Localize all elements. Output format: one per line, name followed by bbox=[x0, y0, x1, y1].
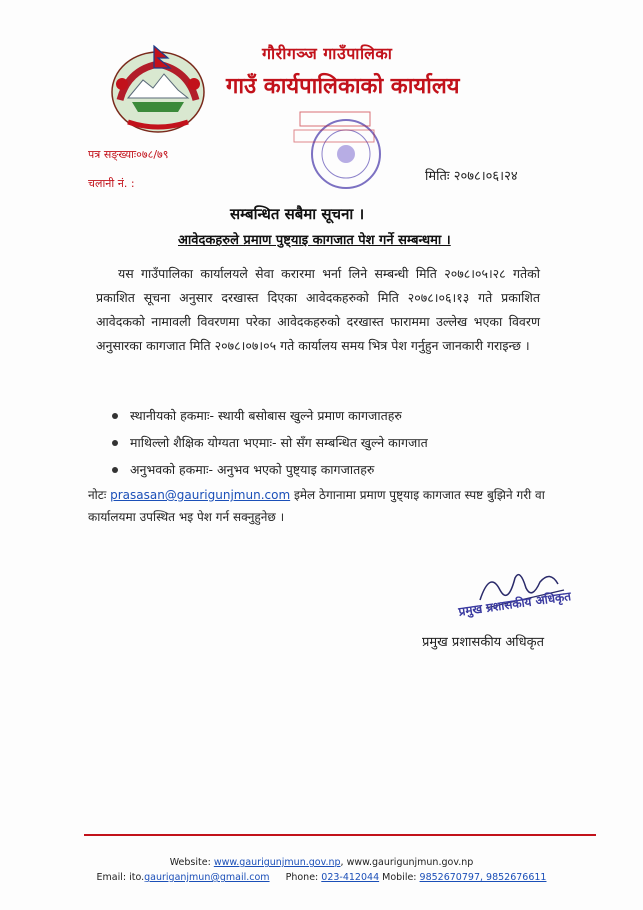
notice-body: यस गाउँपालिका कार्यालयले सेवा करारमा भर्ना लिने सम्बन्धी मिति २०७८।०५।२८ गतेको प्रकाशित सूचना अनुसार दरखास्त दिएका आवेदकहरुको मिति २०७८।०६।१३ गते प्रकाशित आवेदकको नामावली विवरणमा परेका आवेदकहरुको दरखास्त फाराममा उल्लेख भएका विवरण अनुसारका कागजात मिति २०७८।०७।०५ गते कार्यालय समय भित्र पेश गर्नुहुन जानकारी गराइन्छ । bbox=[96, 266, 540, 353]
note-email-link[interactable]: prasasan@gaurigunjmun.com bbox=[110, 488, 291, 502]
mobile-link[interactable]: 9852670797, 9852676611 bbox=[419, 872, 547, 883]
list-item: अनुभवको हकमाः- अनुभव भएको पुष्ट्याइ कागजातहरु bbox=[112, 456, 542, 483]
bullet-icon bbox=[112, 440, 118, 446]
document-list bbox=[112, 402, 542, 483]
dispatch-number: चलानी नं. : bbox=[88, 177, 135, 190]
note-paragraph bbox=[88, 484, 558, 528]
letter-number: पत्र सङ्ख्याः०७८/७९ bbox=[88, 148, 169, 161]
footer-website-row: Website: www.gaurigunjmun.gov.np, www.gaurigunjmun.gov.np bbox=[169, 857, 474, 868]
office-name: गाउँ कार्यपालिकाको कार्यालय bbox=[226, 74, 460, 99]
phone-link[interactable]: 023-412044 bbox=[321, 872, 380, 883]
municipality-emblem-icon bbox=[98, 40, 218, 136]
note-text: इमेल ठेगानामा प्रमाण पुष्ट्याइ कागजात स्पष्ट बुझिने गरी वा कार्यालयमा उपस्थित भइ पेश गर्न सक्नुहुनेछ । bbox=[88, 488, 545, 524]
note-label: नोटः bbox=[88, 488, 107, 502]
website-link[interactable]: www.gaurigunjmun.gov.np bbox=[213, 857, 341, 868]
bullet-icon bbox=[112, 467, 118, 473]
footer bbox=[0, 856, 643, 885]
footer-contact-row: Email: ito.gauriganjmun@gmail.com Phone: 023-412044 Mobile: 9852670797, 9852676611 bbox=[96, 872, 547, 883]
letter-date: मितिः २०७८।०६।२४ bbox=[425, 169, 518, 184]
bullet-icon bbox=[112, 413, 118, 419]
notice-subject: आवेदकहरुले प्रमाण पुष्ट्याइ कागजात पेश गर्ने सम्बन्धमा । bbox=[178, 233, 451, 248]
notice-title: सम्बन्धित सबैमा सूचना । bbox=[230, 205, 365, 223]
email-link[interactable]: gauriganjmun@gmail.com bbox=[144, 872, 270, 883]
signatory-stamp: प्रमुख प्रशासकीय अधिकृत bbox=[457, 589, 572, 619]
footer-divider bbox=[84, 834, 596, 836]
office-seal-icon bbox=[280, 108, 392, 196]
municipality-name: गौरीगञ्ज गाउँपालिका bbox=[262, 44, 393, 63]
list-item: स्थानीयको हकमाः- स्थायी बसोबास खुल्ने प्रमाण कागजातहरु bbox=[112, 402, 542, 429]
signatory-designation: प्रमुख प्रशासकीय अधिकृत bbox=[422, 635, 545, 650]
list-item: माथिल्लो शैक्षिक योग्यता भएमाः- सो सँग सम्बन्धित खुल्ने कागजात bbox=[112, 429, 542, 456]
